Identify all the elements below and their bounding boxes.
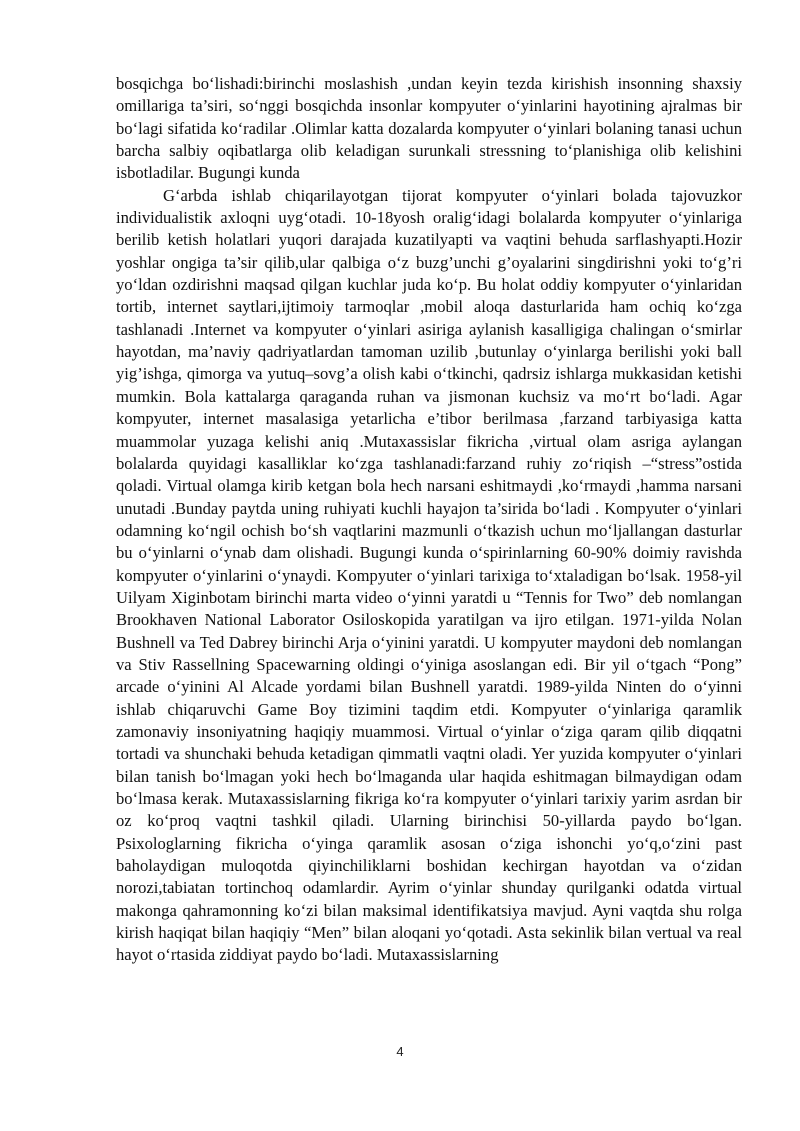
body-text [116, 73, 742, 967]
paragraph-continuation: bosqichga bo‘lishadi:birinchi moslashish ,undan keyin tezda kirishish insonning shaxsiy omillariga ta’siri, so‘nggi bosqichda insonlar kompyuter o‘yinlarini hayotining ajralmas bir bo‘lagi sifatida ko‘radilar .Olimlar katta dozalarda kompyuter o‘yinlari bolaning tanasi uchun barcha salbiy oqibatlarga olib keladigan surunkali stressning to‘planishiga olib kelishini isbotladilar. Bugungi kunda [116, 74, 742, 183]
paragraph-main: G‘arbda ishlab chiqarilayotgan tijorat kompyuter o‘yinlari bolada tajovuzkor individualistik axloqni uyg‘otadi. 10-18yosh oralig‘idagi bolalarda kompyuter o‘yinlariga berilib ketish holatlari yuqori darajada kuzatilyapti va vaqtini behuda sarflashyapti.Hozir yoshlar ongiga ta’sir qilib,ular qalbiga o‘z buzg’unchi g’oyalarini singdirishni yoki to‘g’ri yo‘ldan ozdirishni maqsad qilgan kuchlar juda ko‘p. Bu holat oddiy kompyuter o‘yinlaridan tortib, internet saytlari,ijtimoiy tarmoqlar ,mobil aloqa dasturlarida ham ochiq ko‘zga tashlanadi .Internet va kompyuter o‘yinlari asiriga aylanish kasalligiga chalingan o‘smirlar hayotdan, ma’naviy qadriyatlardan tamoman uzilib ,butunlay o‘yinlarga berilishi yoki ball yig’ishga, qimorga va yutuq–sovg’a olish kabi o‘tkinchi, qadrsiz ishlarga mukkasidan ketishi mumkin. Bola kattalarga qaraganda ruhan va jismonan kuchsiz va mo‘rt bo‘ladi. Agar kompyuter, internet masalasiga yetarlicha e’tibor berilmasa ,farzand tarbiyasiga katta muammolar yuzaga kelishi aniq .Mutaxassislar fikricha ,virtual olam asriga aylangan bolalarda quyidagi kasalliklar ko‘zga tashlanadi:farzand ruhiy zo‘riqish –“stress”ostida qoladi. Virtual olamga kirib ketgan bola hech narsani eshitmaydi ,ko‘rmaydi ,hamma narsani unutadi .Bunday paytda uning ruhiyati kuchli hayajon ta’sirida bo‘ladi . Kompyuter o‘yinlari odamning ko‘ngil ochish bo‘sh vaqtlarini mazmunli o‘tkazish uchun mo‘ljallangan dasturlar bu o‘yinlarni o‘ynab dam olishadi. Bugungi kunda o‘spirinlarning 60-90% doimiy ravishda kompyuter o‘yinlarini o‘ynaydi. Kompyuter o‘yinlari tarixiga to‘xtaladigan bo‘lsak. 1958-yil Uilyam Xiginbotam birinchi marta video o‘yinni yaratdi u “Tennis for Two” deb nomlangan Brookhaven National Laborator Osiloskopida yaratilgan va ijro etilgan. 1971-yilda Nolan Bushnell va Ted Dabrey birinchi Arja o‘yinini yaratdi. U kompyuter maydoni deb nomlangan va Stiv Rassellning Spacewarning oldingi o‘yiniga asoslangan edi. Bir yil o‘tgach “Pong” arcade o‘yinini Al Alcade yordami bilan Bushnell yaratdi. 1989-yilda Ninten do o‘yinni ishlab chiqaruvchi Game Boy tizimini taqdim etdi. Kompyuter o‘yinlariga qaramlik zamonaviy insoniyatning haqiqiy muammosi. Virtual o‘yinlar o‘ziga qaram qilib diqqatni tortadi va shunchaki behuda ketadigan qimmatli vaqtni oladi. Yer yuzida kompyuter o‘yinlari bilan tanish bo‘lmagan yoki hech bo‘lmaganda ular haqida eshitmagan bilmaydigan odam bo‘lmasa kerak. Mutaxassislarning fikriga ko‘ra kompyuter o‘yinlari tarixiy yarim asrdan bir oz ko‘proq vaqtni tashkil qiladi. Ularning birinchisi 50-yillarda paydo bo‘lgan. Psixologlarning fikricha o‘yinga qaramlik asosan o‘ziga ishonchi yo‘q,o‘zini past baholaydigan muloqotda qiyinchiliklarni boshidan kechirgan hayotdan va o‘zidan norozi,tabiatan tortinchoq odamlardir. Ayrim o‘yinlar shunday qurilganki odatda virtual makonga qahramonning ko‘zi bilan maksimal identifikatsiya mavjud. Ayni vaqtda shu rolga kirish haqiqat bilan haqiqiy “Men” bilan aloqani yo‘qotadi. Asta sekinlik bilan vertual va real hayot o‘rtasida ziddiyat paydo bo‘ladi. Mutaxassislarning [116, 185, 742, 965]
page-number: 4 [396, 1044, 404, 1059]
